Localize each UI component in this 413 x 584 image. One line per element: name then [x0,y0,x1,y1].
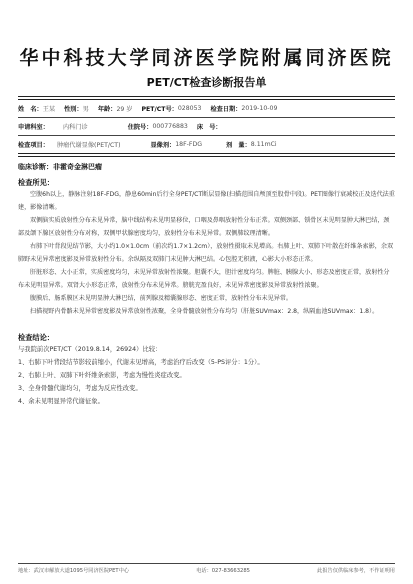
info-row-2 [18,118,395,135]
exam-item-label: 检查项目： [18,142,49,149]
gender-value: 男 [82,106,89,113]
findings-heading: 检查所见： [18,178,54,187]
hosp-no-label: 住院号： [127,124,153,131]
hosp-no-value: 000776883 [152,123,188,130]
hospital-name: 华中科技大学同济医学院附属同济医院 [19,47,394,69]
findings-section [18,188,395,318]
footer [18,563,395,574]
name-label: 姓 名： [18,106,43,113]
info-row-1 [18,100,395,117]
diagnosis-line: 1、右肺下叶背段结节影较前缩小，代谢未见增高，考虑治疗后改变（5-PS评分：1分）。 [18,359,264,366]
info-row-3 [18,136,395,153]
diagnosis-line: 与我院前次PET/CT（2019.8.14，26924）比较： [18,346,162,353]
diagnosis-line: 4、余未见明显异常代谢征象。 [18,398,104,405]
findings-paragraph: 空腹6h以上，静脉注射18F-FDG，静息60min后行全身PET/CT断层显像(扫描范围自颅顶至股骨中段)。PET图像行衰减校正及迭代法重建，影像清晰。 [18,191,395,211]
dose-value: 8.11mCi [250,141,277,148]
gender-label: 性别： [64,106,83,113]
pet-no-label: PET/CT号： [141,106,178,113]
report-title: PET/CT检查诊断报告单 [146,76,267,89]
footer-phone: 电话：027-83663285 [196,568,250,574]
findings-paragraph: 腹膜后、肠系膜区未见明显肿大淋巴结，前列腺及精囊腺形态、密度正常，放射性分布未见异常。 [30,295,293,302]
diagnosis-line: 2、右肺上叶、双肺下叶纤维条索影，考虑为慢性炎症改变。 [18,372,186,379]
findings-paragraph: 右肺下叶背段见结节影，大小约1.0×1.0cm（前次约1.7×1.2cm），放射性摄取未见增高。右肺上叶、双肺下叶散在纤维条索影，余双肺野未见异常密度影及异常放射性分布。余纵隔及双肺门未见肿大淋巴结。心包腔无积液，心影大小形态正常。 [18,243,394,263]
dose-label: 剂 量： [226,142,251,149]
age-label: 年龄： [97,106,117,113]
dept-label: 申请科室： [18,124,49,131]
footer-note: 此报告仅供临床参考，不作证明用 [317,568,395,574]
exam-date-label: 检查日期： [210,106,242,113]
bed-label: 床 号： [196,124,222,131]
clinical-diagnosis: 临床诊断：非霍奇金淋巴瘤 [18,163,102,171]
age-value: 29 岁 [116,106,133,113]
pet-no-value: 028053 [177,105,202,112]
info-divider [18,153,395,157]
diagnosis-section [18,343,395,408]
tracer-label: 显像剂： [150,142,176,149]
diagnosis-heading: 检查结论： [18,333,54,342]
tracer-value: 18F-FDG [175,141,203,148]
exam-date-value: 2019-10-09 [241,105,278,112]
findings-paragraph: 扫描视野内骨骼未见异常密度影及异常放射性浓聚，全身骨髓放射性分布均匀（肝脏SUVmax：2.8，纵隔血池SUVmax：1.8）。 [30,308,379,315]
findings-paragraph: 双侧脑实质放射性分布未见异常，脑中线结构未见明显移位，口咽及鼻咽放射性分布正常。双侧颈部、锁骨区未见明显肿大淋巴结，颈部及颌下腺区放射性分布对称，双侧甲状腺密度均匀，放射性分布未见异常。双侧肺纹理清晰。 [18,217,390,237]
exam-item-value: 肿瘤代谢显像(PET/CT) [56,142,121,149]
diagnosis-line: 3、全身骨髓代谢均匀，考虑为反应性改变。 [18,385,142,392]
findings-paragraph: 肝脏形态、大小正常，实质密度均匀，未见异常放射性浓聚。胆囊不大，胆汁密度均匀。脾脏、胰腺大小、形态及密度正常，放射性分布未见明显异常。双肾大小形态正常，放射性分布未见异常。膀胱充盈良好，未见异常密度影及异常放射性浓聚。 [18,269,390,289]
dept-value: 内科门诊 [62,124,88,131]
name-value: 王某 [42,106,56,113]
footer-address: 地址：武汉市解放大道1095号同济医院PET中心 [18,568,129,574]
